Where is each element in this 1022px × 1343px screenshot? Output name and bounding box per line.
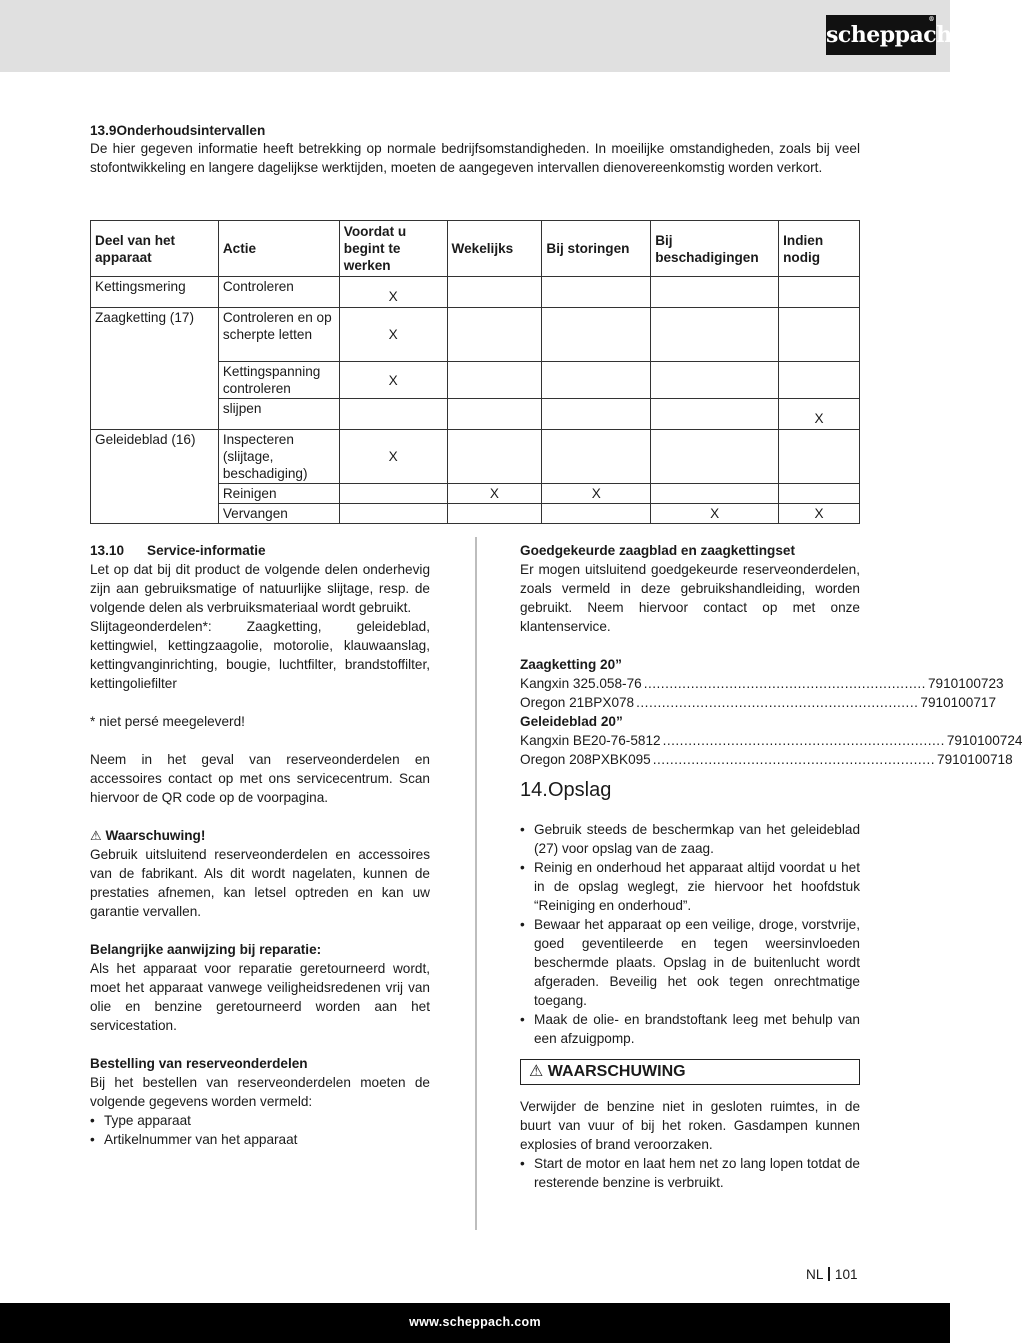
action-cell: Inspecteren (slijtage, beschadiging) — [218, 430, 339, 484]
warning-heading — [90, 826, 430, 845]
part-number-row — [520, 750, 1013, 769]
table-row — [91, 308, 860, 362]
action-cell: Kettingspanning controleren — [218, 362, 339, 399]
mark-cell: X — [779, 504, 860, 524]
leader-dots: .................................................................. — [636, 695, 919, 710]
part-name: Oregon 21BPX078 — [520, 695, 635, 710]
part-name: Oregon 208PXBK095 — [520, 752, 651, 767]
mark-cell — [779, 362, 860, 399]
mark-cell — [542, 362, 651, 399]
repair-text: Als het apparaat voor reparatie geretourneerd wordt, moet het apparaat vanwege veiligheidsredenen vrij van olie en benzine geretourneerd worden aan het servicestation. — [90, 961, 430, 1033]
column-header: Voordat u begint te werken — [339, 221, 447, 277]
footnote-text: * niet persé meegeleverd! — [90, 714, 245, 729]
bar-heading: Geleideblad 20” — [520, 714, 623, 729]
action-cell: Vervangen — [218, 504, 339, 524]
list-item: • Reinig en onderhoud het apparaat altijd voordat u het in de opslag weglegt, zie hiervoor het hoofdstuk “Reiniging en onderhoud”. — [520, 858, 860, 915]
mark-cell: X — [339, 277, 447, 308]
warning-box-text: Verwijder de benzine niet in gesloten ruimtes, in de buurt van vuur of bij het roken. Gasdampen kunnen explosies of brand veroorzaken. — [520, 1099, 860, 1152]
footer-url: www.scheppach.com — [409, 1315, 541, 1329]
mark-cell: X — [447, 484, 542, 504]
mark-cell — [542, 277, 651, 308]
action-cell: Controleren — [218, 277, 339, 308]
column-header: Indien nodig — [779, 221, 860, 277]
mark-cell — [447, 504, 542, 524]
action-cell: Reinigen — [218, 484, 339, 504]
mark-cell — [339, 484, 447, 504]
part-number: 7910100723 — [927, 676, 1004, 691]
mark-cell — [651, 430, 779, 484]
page-language: NL — [806, 1267, 824, 1282]
order-text: Bij het bestellen van reserveonderdelen moeten de volgende gegevens worden vermeld: — [90, 1075, 430, 1109]
mark-cell — [779, 308, 860, 362]
section-heading-14 — [520, 778, 860, 802]
column-header: Bij beschadigingen — [651, 221, 779, 277]
mark-cell — [542, 308, 651, 362]
chain-heading: Zaagketting 20” — [520, 657, 622, 672]
leader-dots: .................................................................. — [652, 752, 936, 767]
mark-cell — [651, 484, 779, 504]
list-item: • Start de motor en laat hem net zo lang lopen totdat de resterende benzine is verbruikt. — [520, 1154, 860, 1192]
mark-cell — [779, 277, 860, 308]
mark-cell — [651, 308, 779, 362]
list-item: • Artikelnummer van het apparaat — [90, 1130, 430, 1149]
right-column — [520, 541, 1022, 1192]
mark-cell: X — [339, 362, 447, 399]
leader-dots: .................................................................. — [662, 733, 945, 748]
mark-cell — [447, 308, 542, 362]
maintenance-interval-table — [90, 220, 860, 524]
section-intro-text: De hier gegeven informatie heeft betrekking op normale bedrijfsomstandigheden. In moeilijke omstandigheden, zoals bij veel stofontwikkeling en langere dagelijkse werktijden, moeten de aangegeven intervallen dienovereenkomstig worden verkort. — [90, 141, 860, 175]
part-cell: Zaagketting (17) — [91, 308, 219, 430]
footer-bar — [0, 1303, 950, 1343]
warning-triangle-icon: ⚠ — [90, 828, 102, 843]
mark-cell — [447, 430, 542, 484]
mark-cell — [779, 430, 860, 484]
mark-cell — [339, 399, 447, 430]
column-header: Actie — [218, 221, 339, 277]
part-cell: Geleideblad (16) — [91, 430, 219, 524]
mark-cell — [447, 399, 542, 430]
section-number: 13.10 — [90, 543, 125, 558]
brand-logo — [826, 15, 952, 55]
mark-cell — [339, 504, 447, 524]
page-number — [806, 1265, 858, 1284]
mark-cell — [651, 277, 779, 308]
part-cell: Kettingsmering — [91, 277, 219, 308]
mark-cell — [542, 430, 651, 484]
warning-text: Gebruik uitsluitend reserveonderdelen en accessoires van de fabrikant. Als dit wordt nagelaten, kunnen de prestaties afnemen, kan letsel optreden en kan uw garantie vervallen. — [90, 847, 430, 919]
mark-cell: X — [339, 430, 447, 484]
section-title: Opslag — [548, 779, 612, 801]
list-item: • Bewaar het apparaat op een veilige, droge, vorstvrije, goed geventileerde en tegen weersinvloeden beschermde plaats. Opslag in de buitenlucht wordt afgeraden. Beveilig het ook tegen onrechtmatige toegang. — [520, 915, 860, 1010]
list-item: • Maak de olie- en brandstoftank leeg met behulp van een afzuigpomp. — [520, 1010, 860, 1048]
mark-cell — [651, 399, 779, 430]
part-number: 7910100724 — [946, 733, 1022, 748]
warning-box-title: WAARSCHUWING — [547, 1063, 686, 1080]
spare-parts-contact-paragraph: Neem in het geval van reserveonderdelen en accessoires contact op met ons servicecentrum. Scan hiervoor de QR code op de voorpagina. — [90, 752, 430, 805]
mark-cell — [779, 484, 860, 504]
warning-title: Waarschuwing! — [105, 828, 206, 843]
order-list — [90, 1111, 430, 1149]
section-number: 14. — [520, 779, 548, 801]
mark-cell: X — [339, 308, 447, 362]
part-name: Kangxin 325.058-76 — [520, 676, 642, 691]
column-header: Bij storingen — [542, 221, 651, 277]
part-number: 7910100717 — [920, 695, 997, 710]
warning-list — [520, 1154, 860, 1192]
column-header: Wekelijks — [447, 221, 542, 277]
column-header: Deel van het apparaat — [91, 221, 219, 277]
service-info-paragraph: Let op dat bij dit product de volgende delen onderhevig zijn aan gebruiksmatige of natuurlijke slijtage, resp. de volgende delen als verbruiksmateriaal wordt gebruikt. — [90, 562, 430, 615]
mark-cell: X — [779, 399, 860, 430]
wear-parts-paragraph: Slijtageonderdelen*: Zaagketting, geleideblad, kettingwiel, kettingzaagolie, motorolie, klauwaanslag, kettingvanginrichting, bougie, luchtfilter, brandstoffilter, kettingoliefilter — [90, 619, 430, 691]
approved-parts-text: Er mogen uitsluitend goedgekeurde reserveonderdelen, zoals vermeld in deze gebruikshandleiding, worden gebruikt. Neem hiervoor contact op met onze klantenservice. — [520, 562, 860, 634]
warning-triangle-icon: ⚠ — [529, 1063, 544, 1080]
mark-cell — [447, 362, 542, 399]
mark-cell — [542, 399, 651, 430]
part-number-row — [520, 731, 1022, 750]
part-number: 7910100718 — [937, 752, 1013, 767]
warning-box — [520, 1059, 860, 1085]
part-number-row — [520, 693, 997, 712]
order-heading: Bestelling van reserveonderdelen — [90, 1056, 308, 1071]
table-header-row — [91, 221, 860, 277]
repair-heading: Belangrijke aanwijzing bij reparatie: — [90, 942, 322, 957]
registered-mark-icon: ® — [928, 16, 934, 23]
column-divider — [475, 537, 477, 1230]
approved-parts-heading: Goedgekeurde zaagblad en zaagkettingset — [520, 543, 795, 558]
brand-logo-text: scheppach — [826, 22, 952, 48]
page-number-value: 101 — [834, 1267, 858, 1282]
list-item: • Gebruik steeds de beschermkap van het geleideblad (27) voor opslag van de zaag. — [520, 820, 860, 858]
section-heading-13-9: 13.9Onderhoudsintervallen — [90, 123, 266, 138]
mark-cell — [651, 362, 779, 399]
section-heading-13-10 — [90, 541, 430, 560]
mark-cell — [542, 504, 651, 524]
action-cell: slijpen — [218, 399, 339, 430]
list-item: • Type apparaat — [90, 1111, 430, 1130]
section-title: Service-informatie — [147, 543, 266, 558]
leader-dots: .................................................................. — [643, 676, 926, 691]
part-name: Kangxin BE20-76-5812 — [520, 733, 661, 748]
part-number-row — [520, 674, 1004, 693]
mark-cell — [447, 277, 542, 308]
left-column — [90, 541, 430, 1149]
action-cell: Controleren en op scherpte letten — [218, 308, 339, 362]
storage-list — [520, 820, 860, 1048]
table-row — [91, 430, 860, 484]
table-row — [91, 277, 860, 308]
header-band — [0, 0, 950, 72]
mark-cell: X — [651, 504, 779, 524]
mark-cell: X — [542, 484, 651, 504]
